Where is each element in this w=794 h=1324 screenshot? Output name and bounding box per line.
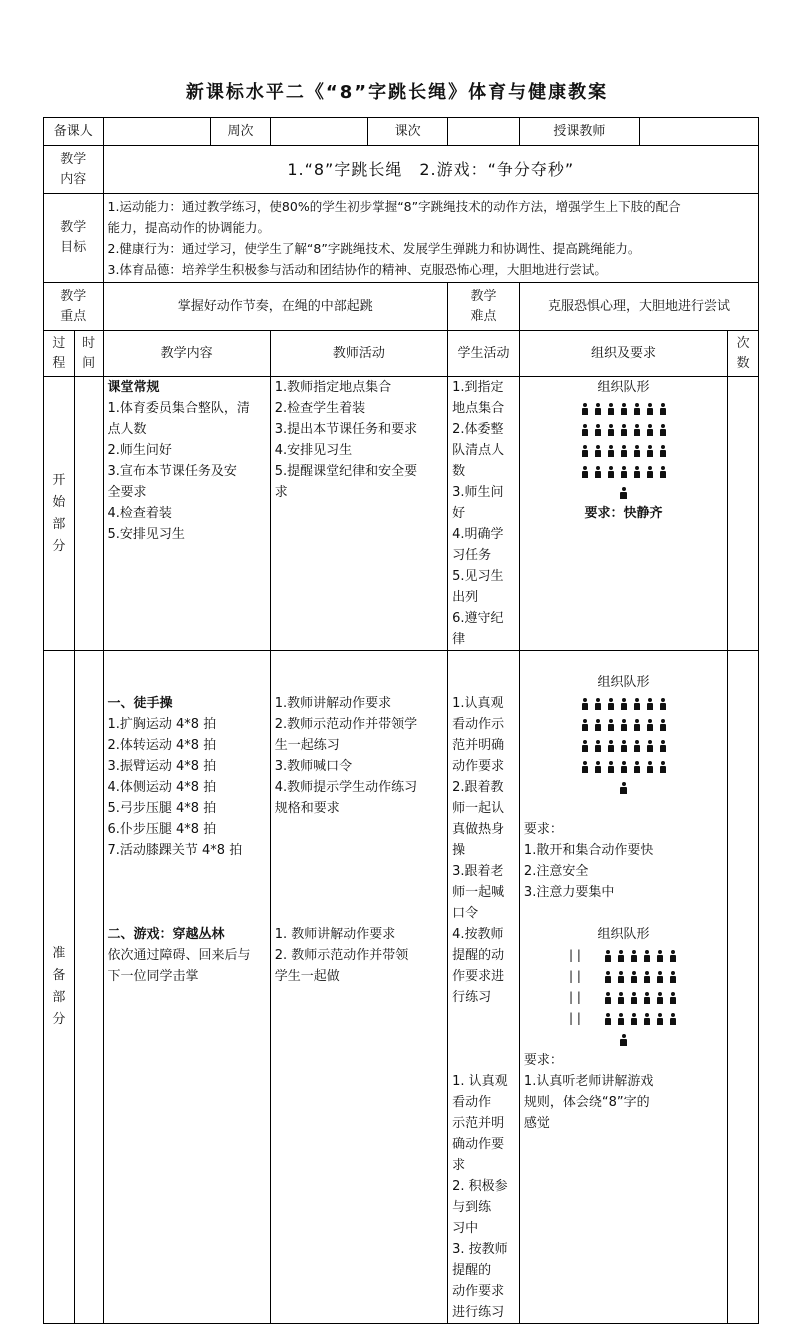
- game-formation-row: [524, 966, 723, 987]
- student-figure-icon: [632, 740, 642, 752]
- student-figure-icon: [642, 971, 652, 983]
- teacher-figure-icon: [524, 482, 723, 503]
- student-figure-icon: [606, 761, 616, 773]
- student-figure-icon: [668, 1013, 678, 1025]
- student-figure-icon: [642, 1013, 652, 1025]
- student-figure-icon: [629, 971, 639, 983]
- preparer-value[interactable]: [103, 118, 211, 146]
- keypoints-row: [44, 283, 759, 331]
- student-figure-icon: [593, 719, 603, 731]
- student-figure-icon: [580, 445, 590, 457]
- formation-title: 组织队形: [597, 380, 650, 395]
- student-figure-icon: [645, 761, 655, 773]
- student-figure-icon: [606, 424, 616, 436]
- student-figure-icon: [616, 1013, 626, 1025]
- student-figure-icon: [645, 466, 655, 478]
- student-figure-icon: [580, 761, 590, 773]
- student-figure-icon: [632, 698, 642, 710]
- goals-label: 教学 目标: [44, 194, 104, 283]
- formation-title: 组织队形: [597, 675, 650, 690]
- student-figure-icon: [580, 719, 590, 731]
- student-figure-icon: [645, 719, 655, 731]
- student-figure-icon: [655, 950, 665, 962]
- content-text: 1.“8”字跳长绳 2.游戏：“争分夺秒”: [103, 146, 759, 194]
- student-figure-icon: [606, 466, 616, 478]
- obstacle-bars: | |: [569, 948, 581, 962]
- formation-row: [524, 398, 723, 419]
- difficulty-text: 克服恐惧心理，大胆地进行尝试: [519, 283, 758, 331]
- student-figure-icon: [668, 992, 678, 1004]
- content-header: 教学内容: [103, 331, 270, 377]
- student-figure-icon: [619, 761, 629, 773]
- student-figure-icon: [658, 719, 668, 731]
- student-figure-icon: [655, 992, 665, 1004]
- student-figure-icon: [580, 424, 590, 436]
- game-formation-row: [524, 945, 723, 966]
- org-header: 组织及要求: [519, 331, 727, 377]
- student-figure-icon: [658, 466, 668, 478]
- student-figure-icon: [658, 403, 668, 415]
- student-figure-icon: [619, 719, 629, 731]
- goals-row: [44, 194, 759, 283]
- student-figure-icon: [603, 992, 613, 1004]
- student-figure-icon: [593, 445, 603, 457]
- student-header: 学生活动: [448, 331, 520, 377]
- formation-row: [524, 461, 723, 482]
- week-label: 周次: [211, 118, 270, 146]
- goals-text: 1.运动能力：通过教学练习，使80%的学生初步掌握“8”字跳绳技术的动作方法，增强学生上下肢的配合 能力，提高动作的协调能力。 2.健康行为：通过学习，使学生了解“8”字跳绳技术、发展学生弹跳力和协调性、提高跳绳能力。 3.体育品德：培养学生积极参与活动和团结协作的精神、克服恐怖心理，大胆地进行尝试。: [103, 194, 759, 283]
- game-formation-grid: [524, 945, 723, 1029]
- column-header-row: [44, 331, 759, 377]
- page-title: 新课标水平二《“8”字跳长绳》体育与健康教案: [185, 82, 609, 103]
- game-formation-row: [524, 1008, 723, 1029]
- teacher-figure-icon: [524, 777, 723, 798]
- student-figure-icon: [606, 740, 616, 752]
- student-figure-icon: [619, 403, 629, 415]
- student-figure-icon: [593, 424, 603, 436]
- student-figure-icon: [606, 445, 616, 457]
- obstacle-bars: | |: [569, 969, 581, 983]
- student-figure-icon: [645, 403, 655, 415]
- student-figure-icon: [632, 719, 642, 731]
- student-figure-icon: [645, 698, 655, 710]
- student-figure-icon: [606, 698, 616, 710]
- game-formation-title: 组织队形: [597, 927, 650, 942]
- obstacle-bars: | |: [569, 990, 581, 1004]
- preparer-label: 备课人: [44, 118, 104, 146]
- prep-time: [74, 651, 103, 1324]
- prep-phase-label: 准 备 部 分: [44, 651, 75, 1324]
- count-header: 次 数: [728, 331, 759, 377]
- week-value[interactable]: [270, 118, 367, 146]
- student-figure-icon: [603, 950, 613, 962]
- student-figure-icon: [629, 950, 639, 962]
- start-row: [44, 377, 759, 651]
- lesson-plan-table: [43, 117, 759, 1324]
- student-figure-icon: [619, 740, 629, 752]
- student-figure-icon: [632, 445, 642, 457]
- student-figure-icon: [658, 698, 668, 710]
- prep-content: 一、徒手操 1.扩胸运动 4*8 拍 2.体转运动 4*8 拍 3.振臂运动 4*8 拍 4.体侧运动 4*8 拍 5.弓步压腿 4*8 拍 6.仆步压腿 4*8 拍 7.活动膝踝关节 4*8 拍 二、游戏：穿越丛林 依次通过障碍、回来后与 下一位同学击掌: [103, 651, 270, 1324]
- prep-count: [728, 651, 759, 1324]
- student-figure-icon: [616, 971, 626, 983]
- formation-row: [524, 735, 723, 756]
- student-figure-icon: [580, 403, 590, 415]
- student-figure-icon: [606, 719, 616, 731]
- teacher-label: 授课教师: [519, 118, 639, 146]
- student-figure-icon: [645, 424, 655, 436]
- keypoints-label: 教学 重点: [44, 283, 104, 331]
- student-figure-icon: [658, 424, 668, 436]
- student-figure-icon: [642, 950, 652, 962]
- obstacle-bars: | |: [569, 1011, 581, 1025]
- teacher-figure-icon: [524, 1029, 723, 1050]
- student-figure-icon: [658, 445, 668, 457]
- formation-row: [524, 419, 723, 440]
- prep-teacher: 1.教师讲解动作要求 2.教师示范动作并带领学 生一起练习 3.教师喊口令 4.教师提示学生动作练习 规格和要求 1. 教师讲解动作要求 2. 教师示范动作并带领 学生一起做: [270, 651, 447, 1324]
- student-figure-icon: [606, 403, 616, 415]
- student-figure-icon: [645, 740, 655, 752]
- student-figure-icon: [580, 740, 590, 752]
- student-figure-icon: [593, 466, 603, 478]
- content-label: 教学 内容: [44, 146, 104, 194]
- content-row: [44, 146, 759, 194]
- teacher-value[interactable]: [639, 118, 758, 146]
- prep-row: [44, 651, 759, 1324]
- start-time: [74, 377, 103, 651]
- student-figure-icon: [616, 992, 626, 1004]
- game-formation-row: [524, 987, 723, 1008]
- formation-row: [524, 440, 723, 461]
- student-figure-icon: [593, 403, 603, 415]
- teacher-header: 教师活动: [270, 331, 447, 377]
- keypoints-text: 掌握好动作节奏，在绳的中部起跳: [103, 283, 448, 331]
- student-figure-icon: [619, 466, 629, 478]
- student-figure-icon: [632, 403, 642, 415]
- start-org: [519, 377, 727, 651]
- student-figure-icon: [593, 698, 603, 710]
- difficulty-label: 教学 难点: [448, 283, 520, 331]
- lesson-value[interactable]: [448, 118, 520, 146]
- student-figure-icon: [619, 698, 629, 710]
- student-figure-icon: [603, 971, 613, 983]
- formation-row: [524, 693, 723, 714]
- student-figure-icon: [645, 445, 655, 457]
- student-figure-icon: [593, 761, 603, 773]
- header-row: [44, 118, 759, 146]
- formation-requirement: 要求：快静齐: [584, 506, 663, 521]
- student-figure-icon: [632, 466, 642, 478]
- start-student: 1.到指定地点集合 2.体委整队清点人 数 3.师生问好 4.明确学习任务 5.见习生出列 6.遵守纪律: [448, 377, 520, 651]
- student-figure-icon: [632, 761, 642, 773]
- formation-grid: [524, 693, 723, 777]
- student-figure-icon: [658, 761, 668, 773]
- prep-student: 1.认真观看动作示 范并明确动作要求 2.跟着教师一起认 真做热身操 3.跟着老师一起喊 口令 4.按教师提醒的动 作要求进行练习 1. 认真观看动作 示范并明确动作要 求 2. 积极参与到练 习中 3. 按教师提醒的 动作要求进行练习: [448, 651, 520, 1324]
- start-phase-label: 开 始 部 分: [44, 377, 75, 651]
- student-figure-icon: [629, 1013, 639, 1025]
- student-figure-icon: [655, 971, 665, 983]
- start-count: [728, 377, 759, 651]
- start-teacher: 1.教师指定地点集合 2.检查学生着装 3.提出本节课任务和要求 4.安排见习生 5.提醒课堂纪律和安全要 求: [270, 377, 447, 651]
- process-header: 过 程: [44, 331, 75, 377]
- student-figure-icon: [616, 950, 626, 962]
- student-figure-icon: [632, 424, 642, 436]
- student-figure-icon: [593, 740, 603, 752]
- start-content: 课堂常规 1.体育委员集合整队，清 点人数 2.师生问好 3.宣布本节课任务及安 全要求 4.检查着装 5.安排见习生: [103, 377, 270, 651]
- student-figure-icon: [580, 466, 590, 478]
- formation-row: [524, 756, 723, 777]
- lesson-label: 课次: [368, 118, 448, 146]
- student-figure-icon: [629, 992, 639, 1004]
- student-figure-icon: [658, 740, 668, 752]
- student-figure-icon: [668, 971, 678, 983]
- formation-grid: [524, 398, 723, 482]
- prep-org: 组织队形 要求： 1.散开和集合动作要快 2.注意安全 3.注意力要集中 组织队形 | | | | | | | | 要求： 1.认真听老师讲解游戏 规则，体会绕“8”字的 感觉: [519, 651, 727, 1324]
- formation-row: [524, 714, 723, 735]
- time-header: 时 间: [74, 331, 103, 377]
- student-figure-icon: [580, 698, 590, 710]
- student-figure-icon: [603, 1013, 613, 1025]
- student-figure-icon: [619, 445, 629, 457]
- student-figure-icon: [655, 1013, 665, 1025]
- student-figure-icon: [668, 950, 678, 962]
- student-figure-icon: [619, 424, 629, 436]
- student-figure-icon: [642, 992, 652, 1004]
